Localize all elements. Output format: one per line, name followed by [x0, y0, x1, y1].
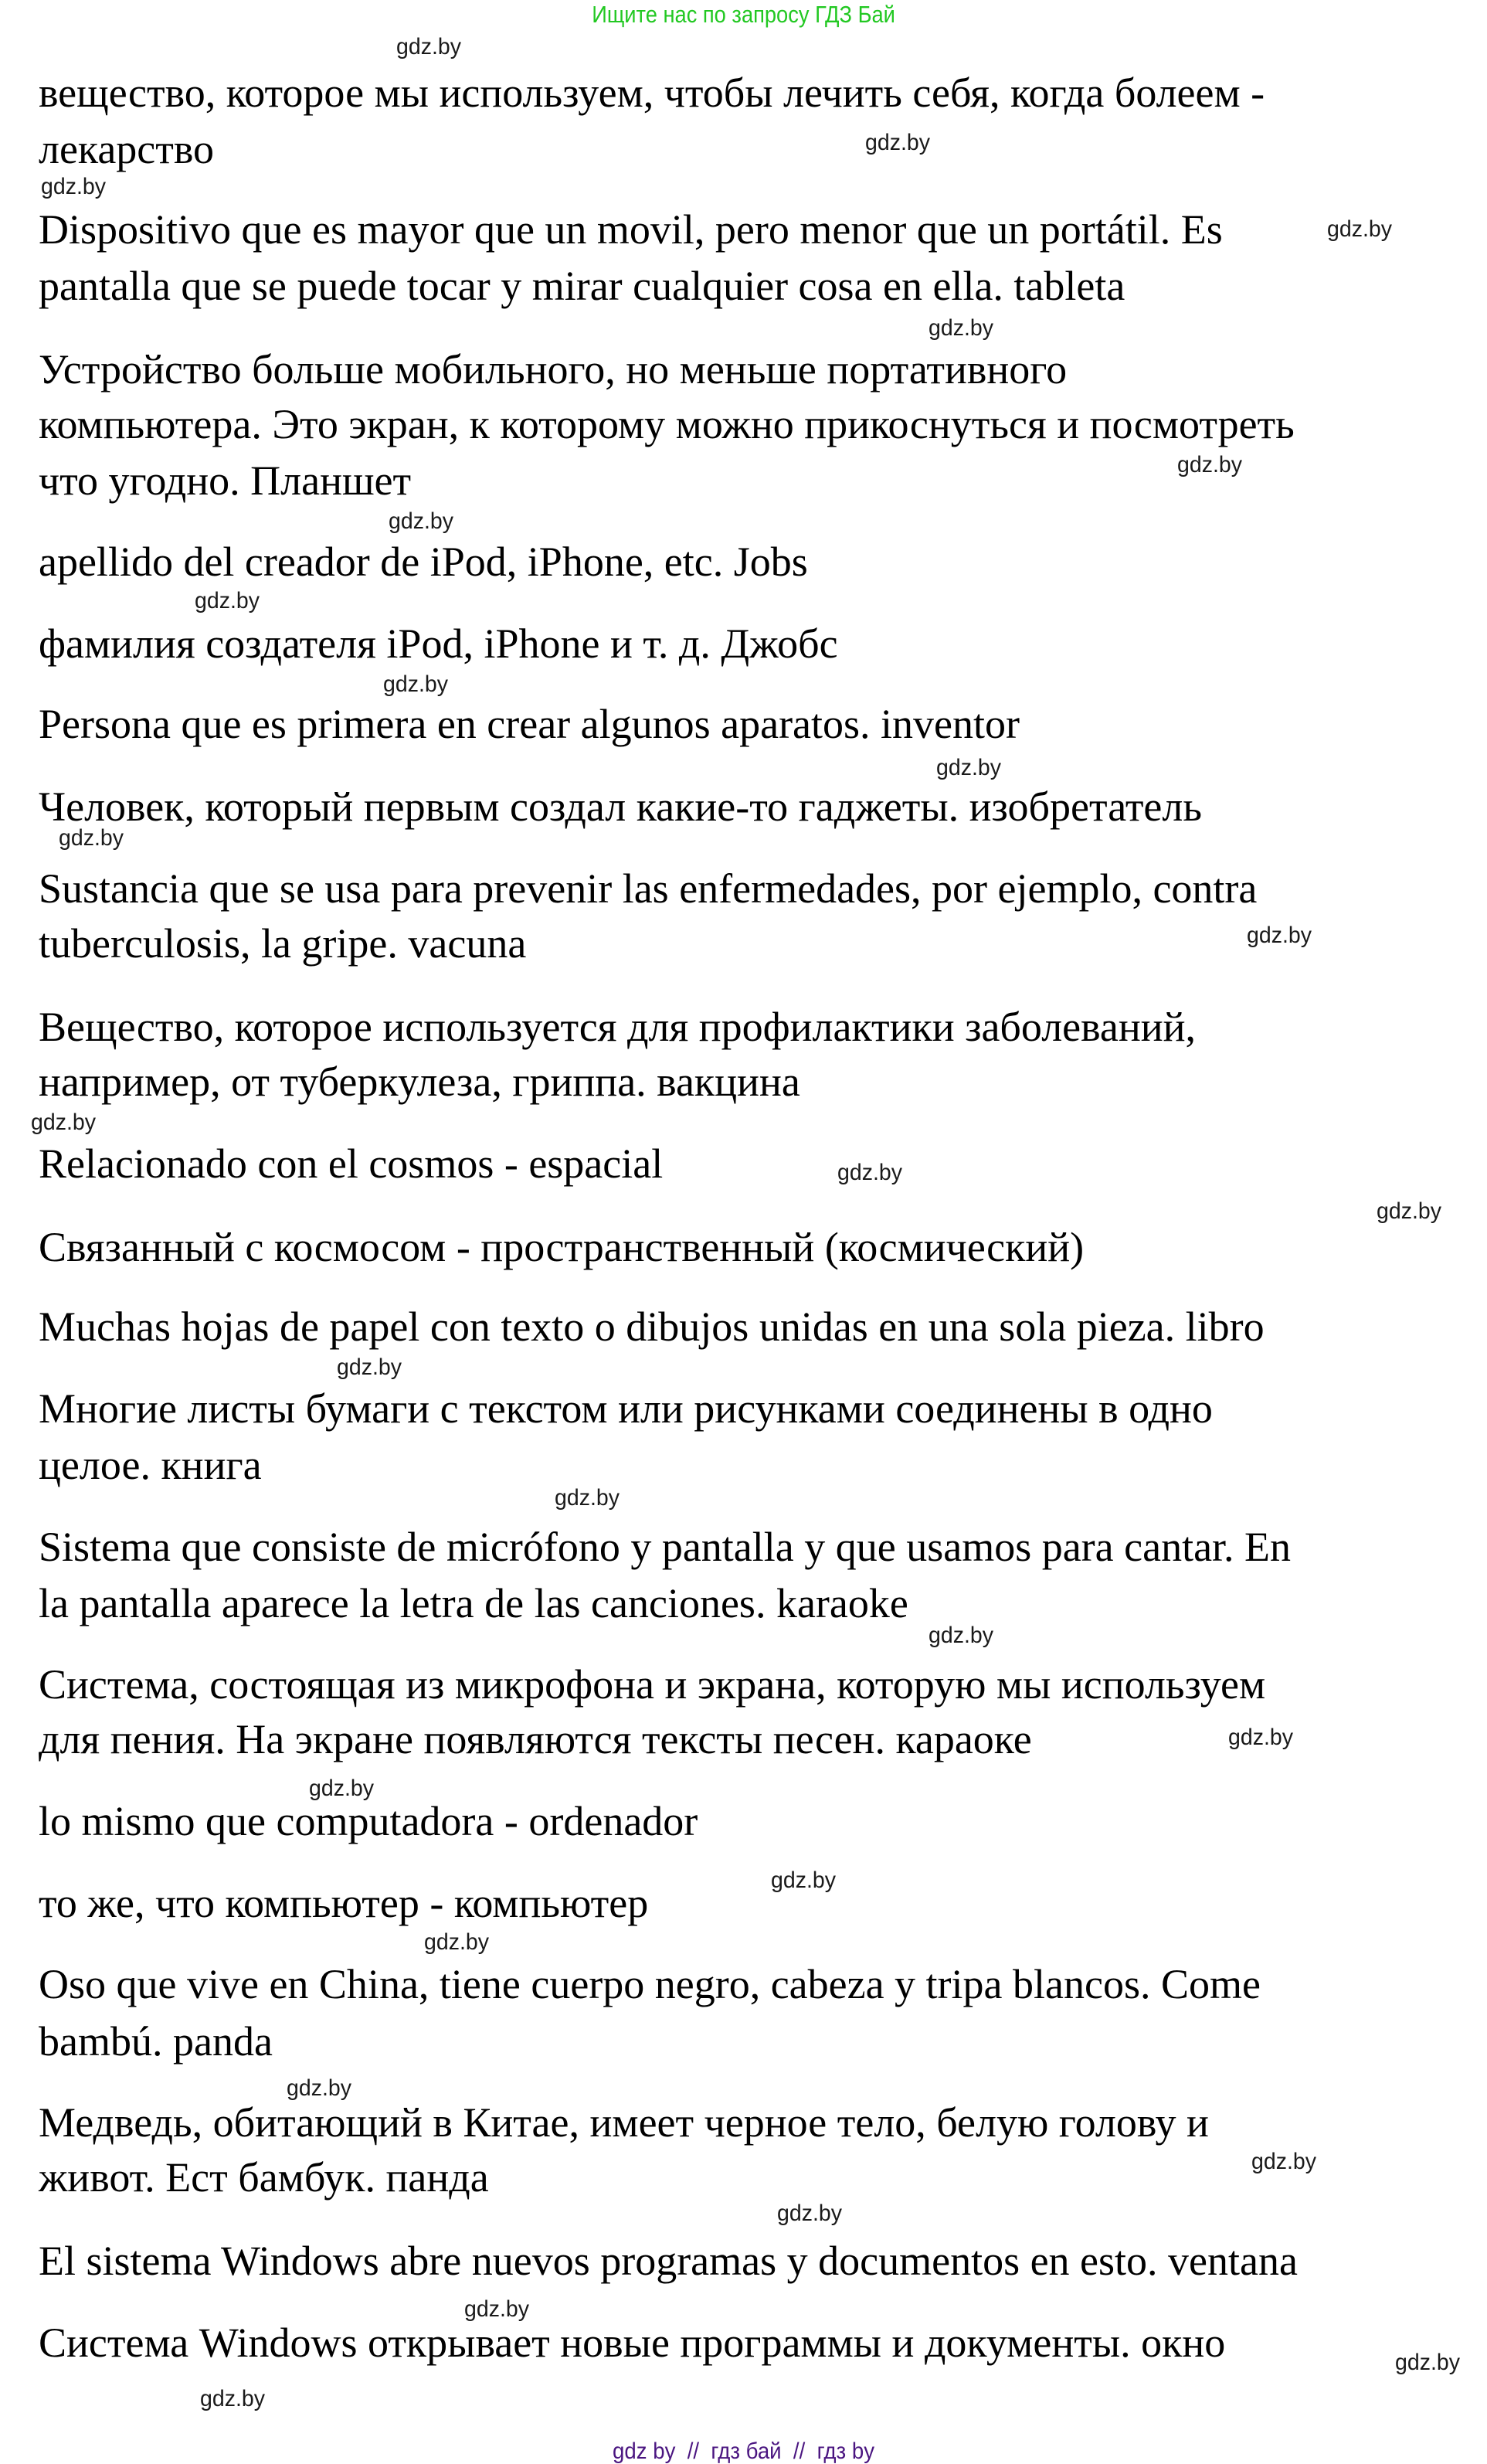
- watermark: gdz.by: [1377, 1198, 1441, 1224]
- text-line: Человек, который первым создал какие-то гаджеты. изобретатель: [39, 783, 1202, 830]
- text-line: tuberculosis, la gripe. vacuna: [39, 920, 527, 967]
- watermark: gdz.by: [337, 1354, 402, 1380]
- watermark: gdz.by: [200, 2386, 265, 2411]
- watermark: gdz.by: [309, 1776, 374, 1801]
- text-line: Sustancia que se usa para prevenir las enfermedades, por ejemplo, contra: [39, 865, 1258, 912]
- watermark: gdz.by: [929, 315, 993, 341]
- text-line: bambú. panda: [39, 2018, 273, 2065]
- footer-links: gdz by // гдз бай // гдз by: [613, 2439, 875, 2464]
- watermark: gdz.by: [287, 2075, 351, 2101]
- text-line: Sistema que consiste de micrófono y pantalla y que usamos para cantar. En: [39, 1524, 1292, 1570]
- watermark: gdz.by: [1327, 216, 1392, 242]
- text-line: Устройство больше мобильного, но меньше портативного: [39, 346, 1068, 393]
- watermark: gdz.by: [1251, 2149, 1316, 2174]
- text-line: вещество, которое мы используем, чтобы лечить себя, когда болеем -: [39, 70, 1265, 116]
- watermark: gdz.by: [464, 2296, 529, 2322]
- text-line: компьютера. Это экран, к которому можно прикоснуться и посмотреть: [39, 401, 1295, 447]
- text-line: Persona que es primera en crear algunos aparatos. inventor: [39, 701, 1020, 747]
- watermark: gdz.by: [195, 588, 260, 613]
- watermark: gdz.by: [31, 1110, 96, 1135]
- text-line: la pantalla aparece la letra de las canciones. karaoke: [39, 1580, 908, 1626]
- text-line: Relacionado con el cosmos - espacial: [39, 1140, 664, 1187]
- text-line: Система, состоящая из микрофона и экрана, которую мы используем: [39, 1661, 1266, 1708]
- text-line: apellido del creador de iPod, iPhone, etc. Jobs: [39, 539, 808, 585]
- text-line: Многие листы бумаги с текстом или рисунками соединены в одно: [39, 1385, 1213, 1432]
- text-line: Dispositivo que es mayor que un movil, pero menor que un portátil. Es: [39, 206, 1223, 253]
- watermark: gdz.by: [396, 34, 461, 59]
- text-line: El sistema Windows abre nuevos programas y documentos en esto. ventana: [39, 2238, 1298, 2284]
- watermark: gdz.by: [865, 130, 930, 155]
- watermark: gdz.by: [837, 1160, 902, 1185]
- watermark: gdz.by: [936, 755, 1001, 780]
- watermark: gdz.by: [389, 508, 453, 534]
- text-line: pantalla que se puede tocar y mirar cualquier cosa en ella. tableta: [39, 263, 1125, 309]
- watermark: gdz.by: [59, 825, 124, 851]
- watermark: gdz.by: [1247, 923, 1312, 948]
- watermark: gdz.by: [1177, 452, 1242, 478]
- watermark: gdz.by: [41, 174, 106, 199]
- watermark: gdz.by: [1395, 2350, 1460, 2375]
- watermark: gdz.by: [929, 1623, 993, 1648]
- watermark: gdz.by: [424, 1929, 489, 1955]
- text-line: лекарство: [39, 126, 214, 172]
- text-line: целое. книга: [39, 1442, 262, 1488]
- text-line: что угодно. Планшет: [39, 457, 412, 504]
- text-line: lo mismo que computadora - ordenador: [39, 1798, 698, 1844]
- text-line: Вещество, которое используется для профилактики заболеваний,: [39, 1004, 1197, 1050]
- watermark: gdz.by: [777, 2201, 842, 2226]
- watermark: gdz.by: [1228, 1725, 1293, 1750]
- text-line: живот. Ест бамбук. панда: [39, 2154, 489, 2201]
- watermark: gdz.by: [383, 671, 448, 697]
- text-line: для пения. На экране появляются тексты песен. караоке: [39, 1716, 1032, 1762]
- text-line: Медведь, обитающий в Китае, имеет черное тело, белую голову и: [39, 2099, 1209, 2146]
- search-us-banner: Ищите нас по запросу ГДЗ Бай: [592, 1, 895, 28]
- text-line: например, от туберкулеза, гриппа. вакцина: [39, 1059, 800, 1105]
- text-line: Система Windows открывает новые программы и документы. окно: [39, 2320, 1226, 2366]
- text-line: фамилия создателя iPod, iPhone и т. д. Джобс: [39, 620, 838, 667]
- watermark: gdz.by: [771, 1868, 836, 1893]
- watermark: gdz.by: [555, 1485, 620, 1511]
- text-line: Muchas hojas de papel con texto o dibujos unidas en una sola pieza. libro: [39, 1303, 1265, 1350]
- text-line: то же, что компьютер - компьютер: [39, 1880, 649, 1926]
- text-line: Oso que vive en China, tiene cuerpo negro, cabeza y tripa blancos. Come: [39, 1961, 1261, 2007]
- text-line: Связанный с космосом - пространственный (космический): [39, 1224, 1085, 1270]
